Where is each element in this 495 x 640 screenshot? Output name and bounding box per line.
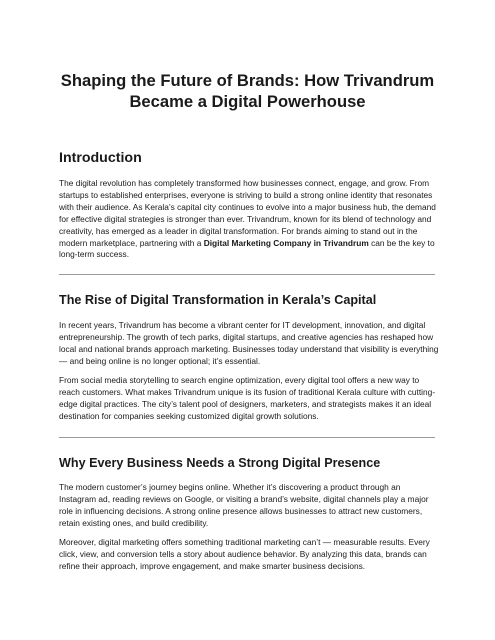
paragraph-rise-1: In recent years, Trivandrum has become a vibrant center for IT development, innovation, and digital entrepreneurship. The growth of tech parks, digital startups, and creative agencies has reshaped how local and national brands approach marketing. Businesses today understand that visibility is everything — and being online is no longer optional; it’s essential. — [59, 320, 439, 366]
paragraph-rise-2: From social media storytelling to search engine optimization, every digital tool offers a new way to reach customers. What makes Trivandrum unique is its fusion of traditional Kerala culture with cutting-edge digital practices. The city’s talent pool of designers, marketers, and strategists makes it an ideal destination for companies seeking customized digital growth solutions. — [59, 375, 436, 421]
paragraph-why-2: Moreover, digital marketing offers something traditional marketing can’t — measurable results. Every click, view, and conversion tells a story about audience behavior. By analyzing this data, brands can refine their approach, improve engagement, and make smarter business decisions. — [59, 537, 430, 571]
horizontal-divider — [59, 274, 435, 275]
paragraph-introduction — [59, 178, 439, 261]
paragraph-why-1: The modern customer’s journey begins online. Whether it’s discovering a product through an Instagram ad, reading reviews on Google, or visiting a brand’s website, digital channels play a major role in influencing decisions. A strong online presence allows businesses to attract new customers, retain existing ones, and build credibility. — [59, 482, 429, 528]
bold-keyword-link-text: Digital Marketing Company in Trivandrum — [203, 237, 369, 248]
paragraph-text: can be the key to long-term success. — [59, 237, 435, 260]
document-title-line-1: Shaping the Future of Brands: How Trivandrum — [60, 71, 435, 90]
paragraph-text: The digital revolution has completely transformed how businesses connect, engage, and grow. From startups to established enterprises, everyone is striving to build a strong online identity that resonates with their audience. As Kerala’s capital city continues to evolve into a major business hub, the demand for effective digital strategies is stronger than ever. Trivandrum, known for its blend of technology and creativity, has emerged as a leader in digital transformation. For brands aiming to stand out in the modern marketplace, partnering with a — [59, 178, 436, 248]
document-title — [40, 70, 455, 112]
section-heading-introduction: Introduction — [59, 150, 142, 166]
section-heading-rise: The Rise of Digital Transformation in Kerala’s Capital — [59, 293, 377, 307]
document-title-line-2: Became a Digital Powerhouse — [129, 92, 366, 111]
horizontal-divider — [59, 437, 435, 438]
section-heading-why: Why Every Business Needs a Strong Digital Presence — [59, 456, 381, 470]
